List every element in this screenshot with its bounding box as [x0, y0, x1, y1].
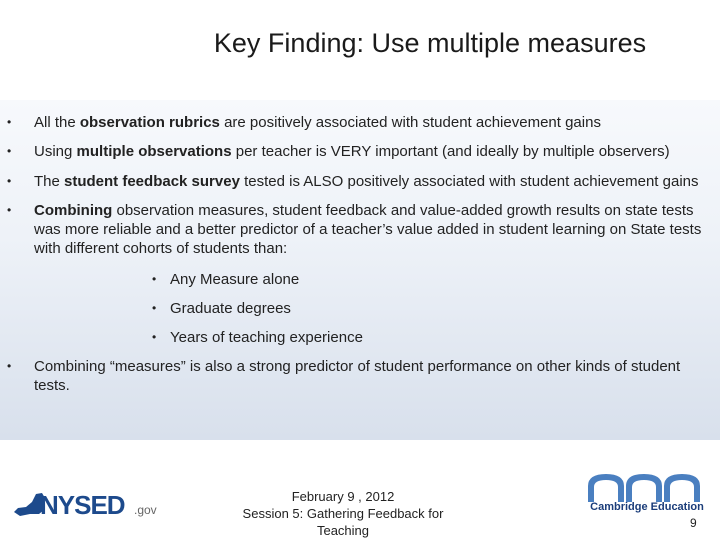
bullet-list — [0, 113, 720, 402]
sub-bullet-text: Graduate degrees — [170, 300, 291, 317]
sub-bullet-item — [0, 299, 720, 318]
nysed-logo-suffix: .gov — [134, 503, 157, 517]
bullet-item — [0, 142, 720, 161]
footer-session-line: Teaching — [316, 523, 370, 538]
bullet-text: per teacher is VERY important (and ideally by multiple observers) — [231, 143, 670, 160]
slide-title: Key Finding: Use multiple measures — [213, 28, 647, 58]
bullet-text: The — [34, 173, 65, 190]
bullet-dot: • — [152, 330, 157, 344]
bullet-dot: • — [152, 301, 157, 315]
bullet-bold: Combining — [34, 202, 113, 219]
sub-bullet-item — [0, 328, 720, 347]
nysed-logo — [12, 488, 162, 520]
footer-session-line: Session 5: Gathering Feedback for — [242, 506, 444, 521]
bullet-dot: • — [7, 144, 12, 158]
footer-date — [228, 488, 458, 539]
bullet-bold: multiple observations — [76, 143, 232, 160]
bullet-dot: • — [7, 359, 12, 373]
cambridge-education-text: Cambridge Education — [590, 501, 704, 513]
bullet-item — [0, 113, 720, 132]
bullet-dot: • — [7, 174, 12, 188]
bullet-text: observation measures, student feedback and value-added growth results on state tests was more reliable and a better predictor of a teacher’s value added in student learning on State tests with different cohorts of students than: — [34, 202, 702, 257]
bullet-item — [0, 201, 720, 258]
bullet-text: All the — [34, 114, 80, 131]
bullet-dot: • — [7, 203, 12, 217]
sub-bullet-text: Any Measure alone — [170, 271, 300, 288]
bullet-item — [0, 357, 720, 395]
nysed-logo-text: NYSED — [40, 490, 125, 520]
bullet-bold: observation rubrics — [79, 114, 220, 131]
page-number: 9 — [690, 516, 697, 530]
sub-bullet-list — [0, 270, 720, 347]
bullet-bold: student feedback survey — [64, 173, 240, 190]
bullet-text: tested is ALSO positively associated with student achievement gains — [239, 173, 699, 190]
bullet-text: Using — [34, 143, 77, 160]
bullet-text: are positively associated with student achievement gains — [219, 114, 601, 131]
bullet-dot: • — [152, 272, 157, 286]
sub-bullet-item — [0, 270, 720, 289]
bullet-dot: • — [7, 115, 12, 129]
sub-bullet-text: Years of teaching experience — [170, 329, 363, 346]
bullet-item — [0, 172, 720, 191]
footer-date-line: February 9 , 2012 — [291, 489, 395, 504]
arches-icon — [580, 470, 710, 504]
bullet-text: Combining “measures” is also a strong predictor of student performance on other kinds of student tests. — [34, 358, 681, 394]
